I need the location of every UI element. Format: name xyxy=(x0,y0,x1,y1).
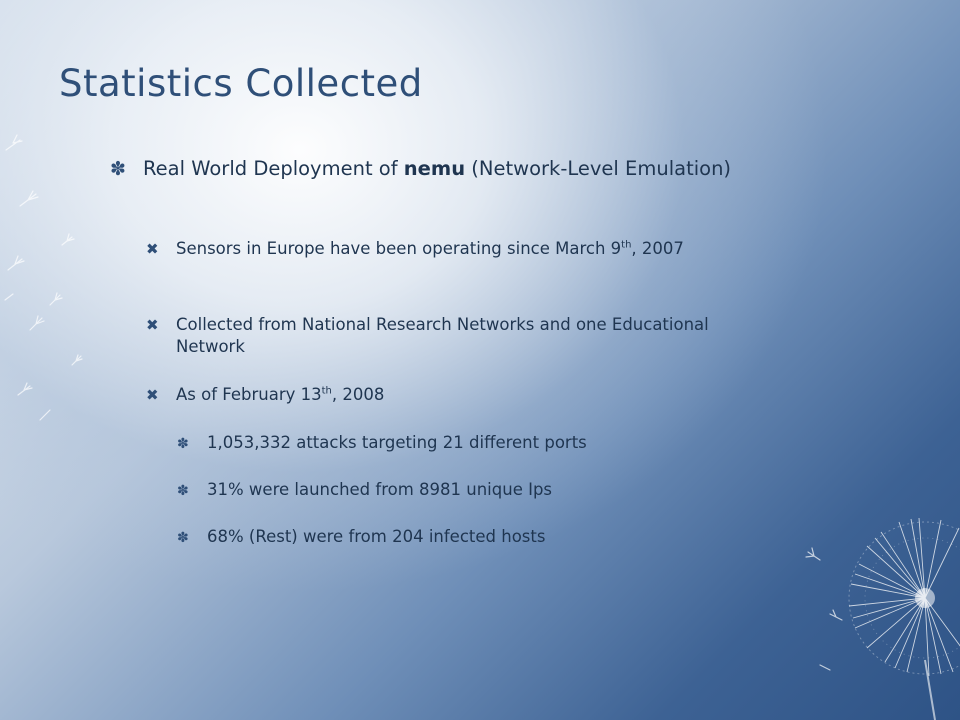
filled-bullet-icon: ✽ xyxy=(110,158,126,180)
nemu-term: nemu xyxy=(403,157,466,180)
stat-attacks: ✽ 1,053,332 attacks targeting 21 different ports xyxy=(207,432,747,454)
filled-bullet-icon: ✽ xyxy=(177,436,189,452)
filled-bullet-icon: ✽ xyxy=(177,530,189,546)
slide-title: Statistics Collected xyxy=(59,62,423,105)
x-bullet-icon: ✖ xyxy=(146,386,159,404)
filled-bullet-icon: ✽ xyxy=(177,483,189,499)
stat-infected-hosts: ✽ 68% (Rest) were from 204 infected hosts xyxy=(207,526,747,548)
stat-unique-ips: ✽ 31% were launched from 8981 unique Ips xyxy=(207,479,747,501)
x-bullet-icon: ✖ xyxy=(146,316,159,334)
subbullet-collected-from: ✖ Collected from National Research Networks and one Educational Network xyxy=(146,315,709,356)
subbullet-as-of-date: ✖ As of February 13th, 2008 xyxy=(146,385,385,404)
subbullet-sensors-europe: ✖ Sensors in Europe have been operating since March 9th, 2007 xyxy=(146,239,684,258)
bullet-nemu-deployment: ✽ Real World Deployment of nemu (Network-Level Emulation) xyxy=(110,157,732,180)
x-bullet-icon: ✖ xyxy=(146,240,159,258)
